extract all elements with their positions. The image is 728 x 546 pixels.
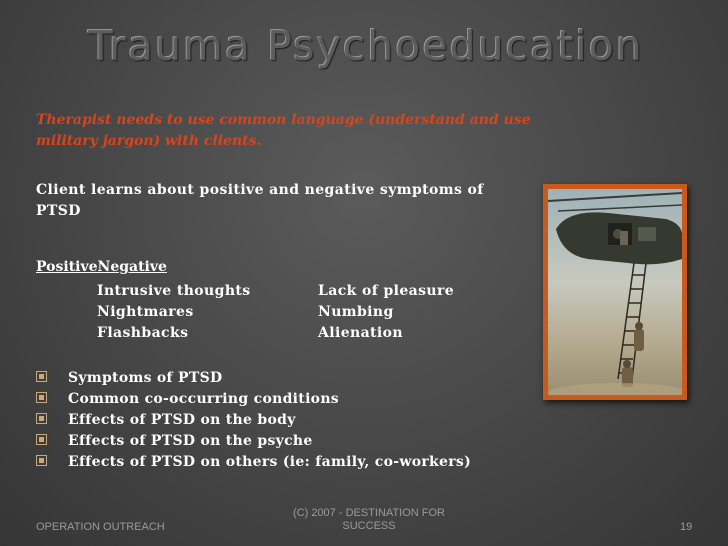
square-bullet-icon — [36, 413, 47, 424]
helicopter-rope-ladder-icon — [548, 189, 682, 395]
bullet-text: Effects of PTSD on others (ie: family, co-workers) — [68, 454, 471, 470]
bullet-text: Effects of PTSD on the psyche — [68, 433, 313, 449]
positive-symptom-3: Flashbacks — [97, 325, 189, 341]
square-bullet-icon — [36, 455, 47, 466]
intro-text: Client learns about positive and negative symptoms of PTSD — [36, 182, 484, 219]
list-item — [36, 368, 471, 389]
symptom-table-header: PositiveNegative — [36, 259, 167, 275]
bullet-text: Effects of PTSD on the body — [68, 412, 296, 428]
square-bullet-icon — [36, 371, 47, 382]
list-item — [36, 452, 471, 473]
negative-symptom-1: Lack of pleasure — [318, 283, 455, 299]
positive-symptom-1: Intrusive thoughts — [97, 283, 251, 299]
positive-symptom-2: Nightmares — [97, 304, 194, 320]
list-item — [36, 410, 471, 431]
photo-frame — [543, 184, 687, 400]
list-item — [36, 431, 471, 452]
topic-bullet-list — [36, 368, 471, 473]
negative-symptom-2: Numbing — [318, 304, 394, 320]
slide-number: 19 — [680, 521, 693, 533]
bullet-text: Symptoms of PTSD — [68, 370, 223, 386]
lead-text: Therapist needs to use common language (understand and use military jargon) with clients. — [36, 112, 531, 149]
list-item — [36, 389, 471, 410]
negative-symptom-3: Alienation — [318, 325, 403, 341]
slide-title: Trauma Psychoeducation — [88, 22, 644, 70]
footer-organization: OPERATION OUTREACH — [36, 521, 165, 533]
helicopter-photo — [548, 189, 682, 395]
square-bullet-icon — [36, 434, 47, 445]
bullet-text: Common co-occurring conditions — [68, 391, 339, 407]
footer-copyright: (C) 2007 - DESTINATION FOR SUCCESS — [293, 507, 445, 532]
square-bullet-icon — [36, 392, 47, 403]
